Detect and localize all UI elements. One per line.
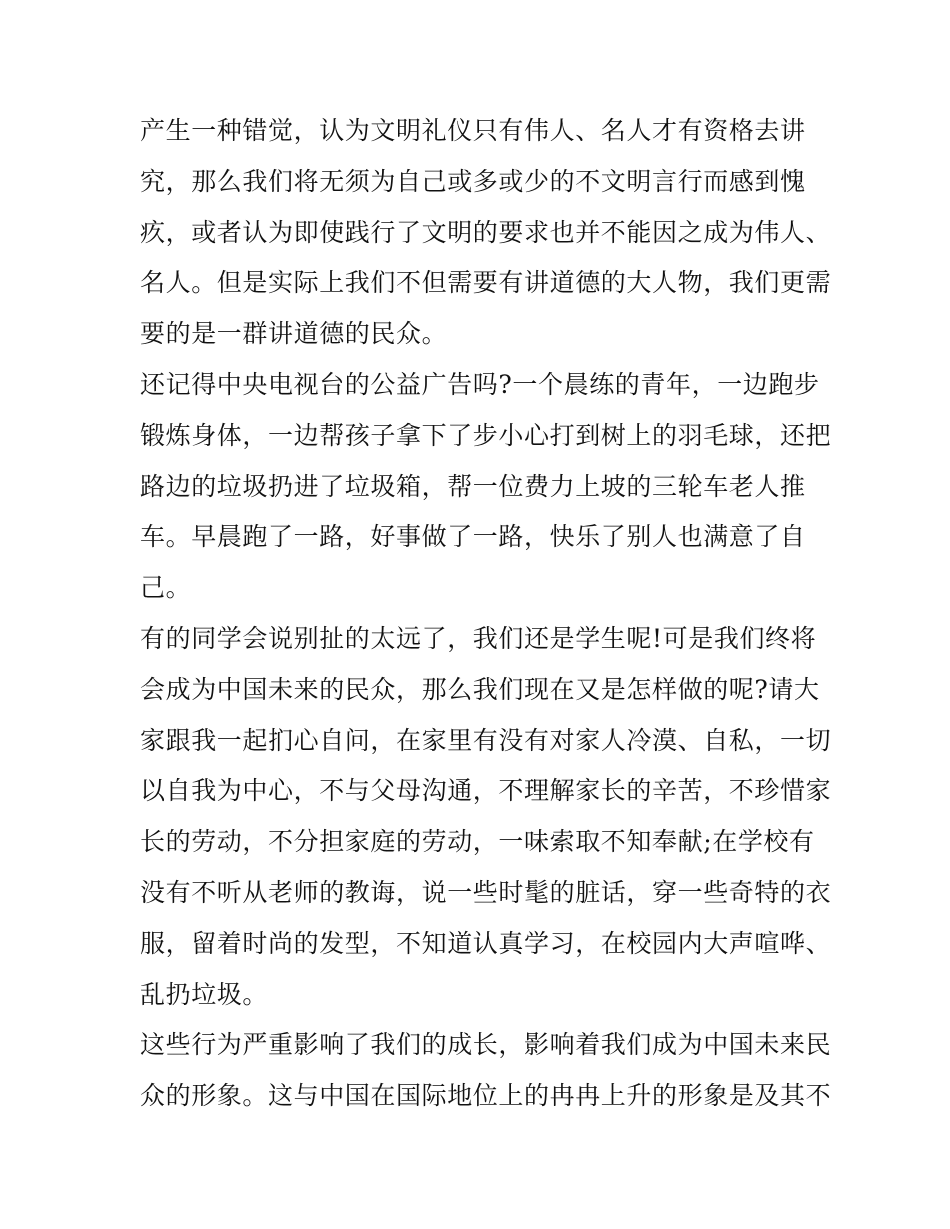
text-line: 己。 [140,573,192,603]
body-text [140,106,832,1122]
text-line: 车。早晨跑了一路，好事做了一路，快乐了别人也满意了自 [140,522,806,552]
text-line: 众的形象。这与中国在国际地位上的冉冉上升的形象是及其不 [140,1081,832,1111]
text-line: 有的同学会说别扯的太远了，我们还是学生呢!可是我们终将 [140,623,817,653]
text-line: 乱扔垃圾。 [140,979,269,1009]
text-line: 长的劳动，不分担家庭的劳动，一味索取不知奉献;在学校有 [140,827,815,857]
text-line: 家跟我一起扪心自问，在家里有没有对家人冷漠、自私，一切 [140,725,832,755]
text-line: 没有不听从老师的教诲，说一些时髦的脏话，穿一些奇特的衣 [140,877,832,907]
text-line: 锻炼身体，一边帮孩子拿下了步小心打到树上的羽毛球，还把 [140,420,832,450]
text-line: 疚，或者认为即使践行了文明的要求也并不能因之成为伟人、 [140,217,832,247]
text-line: 以自我为中心，不与父母沟通，不理解家长的辛苦，不珍惜家 [140,776,832,806]
text-line: 名人。但是实际上我们不但需要有讲道德的大人物，我们更需 [140,268,832,298]
text-line: 这些行为严重影响了我们的成长，影响着我们成为中国未来民 [140,1030,832,1060]
text-line: 究，那么我们将无须为自己或多或少的不文明言行而感到愧 [140,166,806,196]
text-line: 产生一种错觉，认为文明礼仪只有伟人、名人才有资格去讲 [140,116,806,145]
text-line: 路边的垃圾扔进了垃圾箱，帮一位费力上坡的三轮车老人推 [140,471,806,501]
text-line: 还记得中央电视台的公益广告吗?一个晨练的青年，一边跑步 [140,369,820,399]
text-line: 要的是一群讲道德的民众。 [140,319,448,349]
text-line: 会成为中国未来的民众，那么我们现在又是怎样做的呢?请大 [140,674,820,704]
text-line: 服，留着时尚的发型，不知道认真学习，在校园内大声喧哗、 [140,928,832,958]
